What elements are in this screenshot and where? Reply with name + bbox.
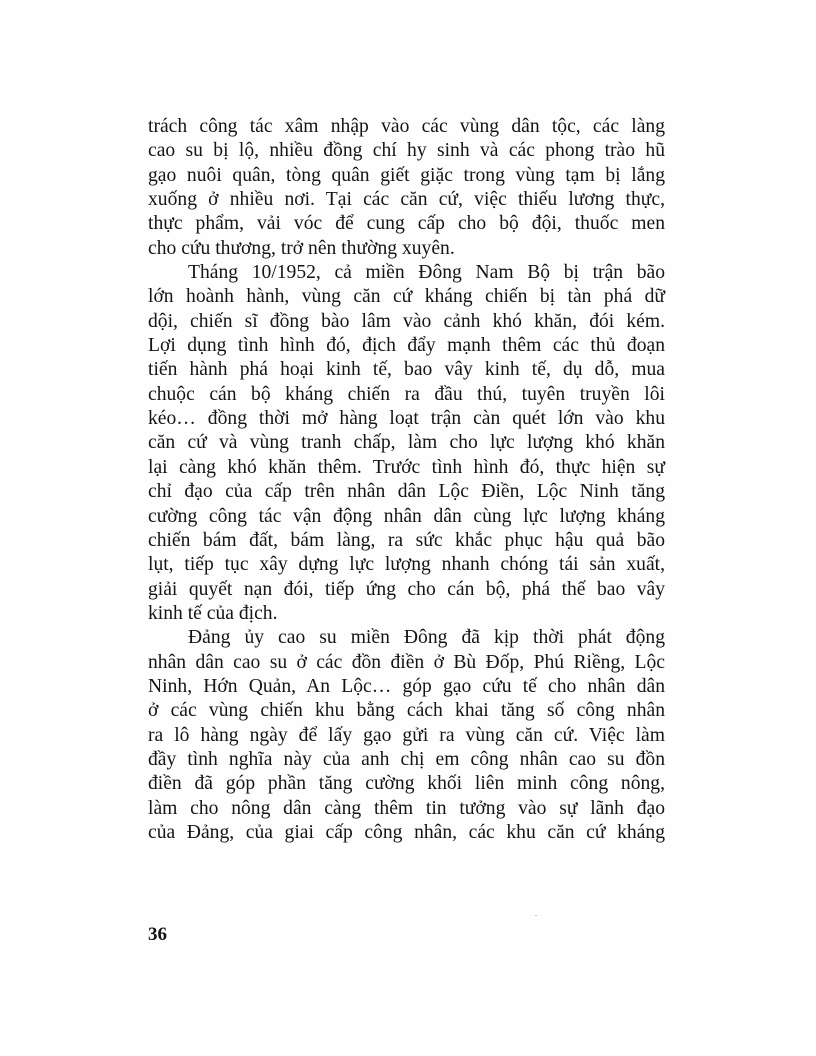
text-line: Đảng ủy cao su miền Đông đã kịp thời phát động <box>188 627 665 649</box>
body-text <box>148 115 665 845</box>
paragraph <box>148 261 665 626</box>
text-line: làm cho nông dân càng thêm tin tưởng vào sự lãnh đạo <box>148 797 665 819</box>
page-number: 36 <box>148 924 167 945</box>
text-line: ở các vùng chiến khu bằng cách khai tăng số công nhân <box>148 700 665 722</box>
text-line: giải quyết nạn đói, tiếp ứng cho cán bộ, phá thế bao vây <box>148 578 665 600</box>
text-line: ra lô hàng ngày để lấy gạo gửi ra vùng căn cứ. Việc làm <box>148 724 665 746</box>
text-line: nhân dân cao su ở các đồn điền ở Bù Đốp, Phú Riềng, Lộc <box>148 651 665 673</box>
text-line: tiến hành phá hoại kinh tế, bao vây kinh tế, dụ dỗ, mua <box>148 359 665 381</box>
text-line: chỉ đạo của cấp trên nhân dân Lộc Điền, Lộc Ninh tăng <box>148 481 665 503</box>
text-line: kinh tế của địch. <box>148 602 278 624</box>
text-line: Lợi dụng tình hình đó, địch đẩy mạnh thêm các thủ đoạn <box>148 335 665 357</box>
text-line: gạo nuôi quân, tòng quân giết giặc trong vùng tạm bị lắng <box>148 164 665 186</box>
text-line: cho cứu thương, trở nên thường xuyên. <box>148 237 455 259</box>
text-line: cường công tác vận động nhân dân cùng lực lượng kháng <box>148 505 665 527</box>
text-line: lại càng khó khăn thêm. Trước tình hình đó, thực hiện sự <box>148 456 665 478</box>
text-line: Ninh, Hớn Quản, An Lộc… góp gạo cứu tế cho nhân dân <box>148 675 665 697</box>
paragraph <box>148 115 665 261</box>
text-line: điền đã góp phần tăng cường khối liên minh công nông, <box>148 773 665 795</box>
scan-speck <box>535 915 537 916</box>
text-line: chiến bám đất, bám làng, ra sức khắc phục hậu quả bão <box>148 529 665 551</box>
text-line: lụt, tiếp tục xây dựng lực lượng nhanh chóng tái sản xuất, <box>148 554 665 576</box>
text-line: căn cứ và vùng tranh chấp, làm cho lực lượng khó khăn <box>148 432 665 454</box>
paragraph <box>148 626 665 845</box>
text-line: đầy tình nghĩa này của anh chị em công nhân cao su đồn <box>148 748 665 770</box>
text-line: cao su bị lộ, nhiều đồng chí hy sinh và các phong trào hũ <box>148 140 665 162</box>
text-line: kéo… đồng thời mở hàng loạt trận càn quét lớn vào khu <box>148 408 665 430</box>
text-line: chuộc cán bộ kháng chiến ra đầu thú, tuyên truyền lôi <box>148 383 665 405</box>
text-line: dội, chiến sĩ đồng bào lâm vào cảnh khó khăn, đói kém. <box>148 310 665 332</box>
text-line: của Đảng, của giai cấp công nhân, các khu căn cứ kháng <box>148 821 665 843</box>
text-line: thực phẩm, vải vóc để cung cấp cho bộ đội, thuốc men <box>148 213 665 235</box>
text-line: Tháng 10/1952, cả miền Đông Nam Bộ bị trận bão <box>188 262 665 284</box>
text-line: trách công tác xâm nhập vào các vùng dân tộc, các làng <box>148 116 665 137</box>
text-line: lớn hoành hành, vùng căn cứ kháng chiến bị tàn phá dữ <box>148 286 665 308</box>
text-line: xuống ở nhiều nơi. Tại các căn cứ, việc thiếu lương thực, <box>148 189 665 211</box>
